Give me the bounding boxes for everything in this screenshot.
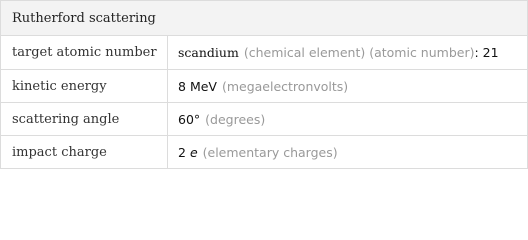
parameters-table — [1, 36, 527, 168]
charge-number: 2 — [178, 144, 186, 160]
row-label: target atomic number — [1, 36, 168, 70]
panel-title-text: Rutherford scattering — [12, 10, 156, 26]
charge-note: (elementary charges) — [202, 144, 338, 160]
table-row — [1, 70, 527, 103]
panel-title — [1, 1, 527, 36]
table-row — [1, 136, 527, 169]
row-label: impact charge — [1, 136, 168, 169]
energy-number: 8 — [178, 78, 186, 94]
atomic-number-value: : 21 — [474, 45, 499, 60]
table-row — [1, 103, 527, 136]
row-value — [168, 103, 528, 136]
element-value: scandium — [178, 45, 239, 60]
row-value — [168, 136, 528, 169]
energy-note: (megaelectronvolts) — [221, 78, 349, 94]
charge-unit: e — [189, 144, 198, 160]
table-row — [1, 36, 527, 70]
element-note: (chemical element) (atomic number) — [243, 45, 475, 60]
angle-note: (degrees) — [205, 111, 266, 127]
angle-number: 60° — [178, 111, 201, 127]
row-label: scattering angle — [1, 103, 168, 136]
energy-unit: MeV — [189, 78, 217, 94]
row-value — [168, 70, 528, 103]
row-label: kinetic energy — [1, 70, 168, 103]
row-value — [168, 36, 528, 70]
